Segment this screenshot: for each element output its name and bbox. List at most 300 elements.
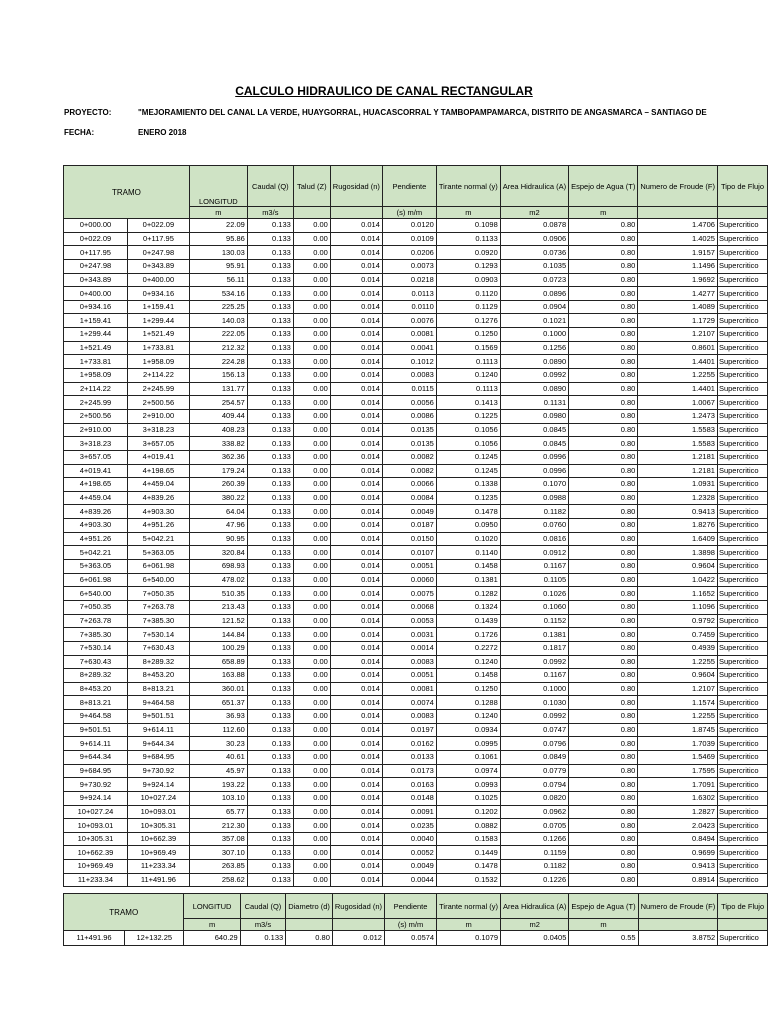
cell-tramo-end: 9+684.95 xyxy=(127,750,189,764)
cell-espejo: 0.80 xyxy=(569,355,638,369)
cell-area: 0.1167 xyxy=(500,560,568,574)
cell-caudal: 0.133 xyxy=(247,669,293,683)
cell-talud-diam: 0.00 xyxy=(293,860,330,874)
table-row xyxy=(64,464,768,478)
cell-tramo-start: 9+501.51 xyxy=(64,723,128,737)
cell-tramo-start: 9+644.34 xyxy=(64,750,128,764)
cell-talud-diam: 0.00 xyxy=(293,873,330,887)
cell-tirante: 0.1449 xyxy=(436,846,500,860)
cell-froude: 1.5583 xyxy=(638,423,718,437)
cell-tipo-flujo: Supercritico xyxy=(717,846,767,860)
header-caudal: Caudal (Q) xyxy=(247,166,293,207)
cell-caudal: 0.133 xyxy=(247,219,293,233)
cell-tramo-start: 0+343.89 xyxy=(64,273,128,287)
cell-talud-diam: 0.00 xyxy=(293,696,330,710)
cell-area: 0.0705 xyxy=(500,819,568,833)
cell-tramo-start: 11+491.96 xyxy=(64,931,125,946)
cell-caudal: 0.133 xyxy=(247,778,293,792)
cell-pendiente: 0.0574 xyxy=(384,931,436,946)
cell-froude: 1.2328 xyxy=(638,491,718,505)
table-row xyxy=(64,246,768,260)
cell-longitud: 651.37 xyxy=(189,696,247,710)
cell-espejo: 0.80 xyxy=(569,846,638,860)
cell-tramo-end: 10+969.49 xyxy=(127,846,189,860)
cell-espejo: 0.80 xyxy=(569,873,638,887)
table-row xyxy=(64,505,768,519)
cell-tramo-start: 4+459.04 xyxy=(64,491,128,505)
table-row xyxy=(64,409,768,423)
unit-caudal: m3/s xyxy=(247,207,293,219)
header-rugosidad: Rugosidad (n) xyxy=(330,166,382,207)
cell-tramo-start: 1+299.44 xyxy=(64,328,128,342)
cell-talud-diam: 0.00 xyxy=(293,423,330,437)
table-row xyxy=(64,259,768,273)
cell-pendiente: 0.0073 xyxy=(382,259,436,273)
cell-area: 0.0992 xyxy=(500,655,568,669)
cell-longitud: 130.03 xyxy=(189,246,247,260)
cell-tramo-end: 7+630.43 xyxy=(127,641,189,655)
cell-pendiente: 0.0083 xyxy=(382,369,436,383)
cell-caudal: 0.133 xyxy=(247,560,293,574)
table-row xyxy=(64,328,768,342)
cell-tramo-start: 0+000.00 xyxy=(64,219,128,233)
cell-caudal: 0.133 xyxy=(247,491,293,505)
header-tirante: Tirante normal (y) xyxy=(436,166,500,207)
cell-area: 0.0890 xyxy=(500,355,568,369)
cell-longitud: 56.11 xyxy=(189,273,247,287)
cell-froude: 0.9699 xyxy=(638,846,718,860)
cell-talud-diam: 0.00 xyxy=(293,532,330,546)
cell-longitud: 95.91 xyxy=(189,259,247,273)
cell-area: 0.1030 xyxy=(500,696,568,710)
cell-longitud: 22.09 xyxy=(189,219,247,233)
cell-froude: 1.4401 xyxy=(638,382,718,396)
cell-espejo: 0.80 xyxy=(569,860,638,874)
cell-tramo-end: 5+042.21 xyxy=(127,532,189,546)
cell-espejo: 0.80 xyxy=(569,819,638,833)
cell-pendiente: 0.0162 xyxy=(382,737,436,751)
cell-longitud: 362.36 xyxy=(189,450,247,464)
cell-longitud: 357.08 xyxy=(189,832,247,846)
cell-tirante: 0.1458 xyxy=(436,560,500,574)
cell-area: 0.0992 xyxy=(500,710,568,724)
cell-caudal: 0.133 xyxy=(247,450,293,464)
cell-pendiente: 0.0120 xyxy=(382,219,436,233)
cell-caudal: 0.133 xyxy=(247,832,293,846)
cell-tramo-start: 8+813.21 xyxy=(64,696,128,710)
cell-pendiente: 0.0109 xyxy=(382,232,436,246)
hydraulic-table-circular xyxy=(63,893,768,946)
cell-longitud: 224.28 xyxy=(189,355,247,369)
cell-pendiente: 0.0066 xyxy=(382,478,436,492)
cell-froude: 1.2473 xyxy=(638,409,718,423)
cell-tirante: 0.1245 xyxy=(436,464,500,478)
cell-espejo: 0.80 xyxy=(569,614,638,628)
cell-tipo-flujo: Supercritico xyxy=(717,287,767,301)
cell-area: 0.1026 xyxy=(500,587,568,601)
cell-area: 0.0845 xyxy=(500,423,568,437)
hydraulic-table xyxy=(63,165,768,887)
cell-longitud: 408.23 xyxy=(189,423,247,437)
table-row xyxy=(64,314,768,328)
cell-longitud: 100.29 xyxy=(189,641,247,655)
cell-tramo-end: 4+019.41 xyxy=(127,450,189,464)
unit-pendiente: (s) m/m xyxy=(382,207,436,219)
cell-longitud: 409.44 xyxy=(189,409,247,423)
cell-longitud: 45.97 xyxy=(189,764,247,778)
cell-caudal: 0.133 xyxy=(247,710,293,724)
cell-tramo-end: 2+114.22 xyxy=(127,369,189,383)
cell-espejo: 0.80 xyxy=(569,710,638,724)
cell-espejo: 0.80 xyxy=(569,382,638,396)
cell-rugosidad: 0.014 xyxy=(330,832,382,846)
table-row xyxy=(64,355,768,369)
cell-rugosidad: 0.014 xyxy=(330,737,382,751)
cell-rugosidad: 0.014 xyxy=(330,259,382,273)
cell-froude: 1.6409 xyxy=(638,532,718,546)
cell-caudal: 0.133 xyxy=(247,287,293,301)
cell-espejo: 0.80 xyxy=(569,791,638,805)
cell-talud-diam: 0.00 xyxy=(293,450,330,464)
cell-tipo-flujo: Supercritico xyxy=(717,355,767,369)
cell-froude: 1.2255 xyxy=(638,710,718,724)
cell-area: 0.1000 xyxy=(500,682,568,696)
cell-tramo-start: 10+305.31 xyxy=(64,832,128,846)
header2-longitud: LONGITUD xyxy=(184,894,240,919)
cell-area: 0.0849 xyxy=(500,750,568,764)
unit-area: m2 xyxy=(500,207,568,219)
cell-tipo-flujo: Supercritico xyxy=(717,778,767,792)
table-row xyxy=(64,232,768,246)
cell-rugosidad: 0.014 xyxy=(330,846,382,860)
cell-rugosidad: 0.014 xyxy=(330,519,382,533)
cell-espejo: 0.80 xyxy=(569,778,638,792)
table-row xyxy=(64,723,768,737)
cell-pendiente: 0.0173 xyxy=(382,764,436,778)
cell-tipo-flujo: Supercritico xyxy=(717,750,767,764)
cell-area: 0.0405 xyxy=(501,931,569,946)
cell-area: 0.0760 xyxy=(500,519,568,533)
unit-flujo xyxy=(717,207,767,219)
cell-rugosidad: 0.014 xyxy=(330,791,382,805)
cell-tirante: 0.1569 xyxy=(436,341,500,355)
cell-espejo: 0.80 xyxy=(569,669,638,683)
cell-area: 0.0816 xyxy=(500,532,568,546)
cell-rugosidad: 0.014 xyxy=(330,450,382,464)
cell-area: 0.1021 xyxy=(500,314,568,328)
cell-tramo-start: 4+903.30 xyxy=(64,519,128,533)
cell-pendiente: 0.0040 xyxy=(382,832,436,846)
cell-tramo-end: 10+662.39 xyxy=(127,832,189,846)
header-flujo: Tipo de Flujo xyxy=(717,166,767,207)
header2-diametro: Diametro (d) xyxy=(286,894,333,919)
cell-rugosidad: 0.014 xyxy=(330,710,382,724)
table-header-row xyxy=(64,166,768,207)
cell-area: 0.1060 xyxy=(500,600,568,614)
cell-rugosidad: 0.014 xyxy=(330,600,382,614)
cell-caudal: 0.133 xyxy=(247,246,293,260)
cell-tramo-end: 0+022.09 xyxy=(127,219,189,233)
cell-rugosidad: 0.014 xyxy=(330,369,382,383)
cell-tramo-end: 7+263.78 xyxy=(127,600,189,614)
cell-area: 0.1131 xyxy=(500,396,568,410)
cell-tramo-end: 1+159.41 xyxy=(127,300,189,314)
cell-rugosidad: 0.014 xyxy=(330,750,382,764)
cell-tipo-flujo: Supercritico xyxy=(717,723,767,737)
table-row xyxy=(64,696,768,710)
cell-tipo-flujo: Supercritico xyxy=(717,396,767,410)
cell-talud-diam: 0.00 xyxy=(293,805,330,819)
cell-longitud: 163.88 xyxy=(189,669,247,683)
cell-tramo-start: 7+630.43 xyxy=(64,655,128,669)
cell-longitud: 222.05 xyxy=(189,328,247,342)
cell-espejo: 0.80 xyxy=(569,491,638,505)
cell-pendiente: 0.0075 xyxy=(382,587,436,601)
cell-tirante: 0.1098 xyxy=(436,219,500,233)
cell-tramo-end: 4+839.26 xyxy=(127,491,189,505)
cell-tirante: 0.2272 xyxy=(436,641,500,655)
cell-caudal: 0.133 xyxy=(247,532,293,546)
cell-area: 0.1000 xyxy=(500,328,568,342)
header2-pendiente: Pendiente xyxy=(384,894,436,919)
cell-espejo: 0.80 xyxy=(569,328,638,342)
cell-froude: 1.1574 xyxy=(638,696,718,710)
header2-flujo: Tipo de Flujo xyxy=(718,894,768,919)
cell-tramo-start: 7+050.35 xyxy=(64,600,128,614)
table-row xyxy=(64,300,768,314)
cell-caudal: 0.133 xyxy=(247,382,293,396)
cell-caudal: 0.133 xyxy=(247,409,293,423)
unit-talud xyxy=(293,207,330,219)
cell-longitud: 131.77 xyxy=(189,382,247,396)
cell-froude: 0.9792 xyxy=(638,614,718,628)
cell-tipo-flujo: Supercritico xyxy=(717,737,767,751)
cell-pendiente: 0.0044 xyxy=(382,873,436,887)
cell-tirante: 0.1478 xyxy=(436,860,500,874)
cell-tipo-flujo: Supercritico xyxy=(717,805,767,819)
cell-rugosidad: 0.014 xyxy=(330,355,382,369)
cell-area: 0.1152 xyxy=(500,614,568,628)
cell-tramo-end: 3+318.23 xyxy=(127,423,189,437)
cell-longitud: 156.13 xyxy=(189,369,247,383)
cell-pendiente: 0.0218 xyxy=(382,273,436,287)
project-value: "MEJORAMIENTO DEL CANAL LA VERDE, HUAYGORRAL, HUACASCORRAL Y TAMBOPAMPAMARCA, DISTRITO DE ANGASMARCA – SANTIAGO DE xyxy=(138,108,707,117)
cell-talud-diam: 0.00 xyxy=(293,505,330,519)
cell-tipo-flujo: Supercritico xyxy=(717,819,767,833)
cell-tipo-flujo: Supercritico xyxy=(717,791,767,805)
cell-rugosidad: 0.012 xyxy=(332,931,384,946)
table-row xyxy=(64,641,768,655)
cell-pendiente: 0.0133 xyxy=(382,750,436,764)
cell-talud-diam: 0.00 xyxy=(293,287,330,301)
table-row xyxy=(64,931,768,946)
cell-pendiente: 0.0049 xyxy=(382,505,436,519)
table-row xyxy=(64,491,768,505)
cell-rugosidad: 0.014 xyxy=(330,437,382,451)
cell-froude: 0.8601 xyxy=(638,341,718,355)
cell-longitud: 698.93 xyxy=(189,560,247,574)
cell-pendiente: 0.0091 xyxy=(382,805,436,819)
cell-tramo-start: 0+400.00 xyxy=(64,287,128,301)
cell-tramo-end: 9+464.58 xyxy=(127,696,189,710)
cell-caudal: 0.133 xyxy=(247,860,293,874)
cell-talud-diam: 0.00 xyxy=(293,437,330,451)
cell-rugosidad: 0.014 xyxy=(330,423,382,437)
cell-pendiente: 0.0041 xyxy=(382,341,436,355)
cell-tramo-start: 3+318.23 xyxy=(64,437,128,451)
table-row xyxy=(64,396,768,410)
cell-tramo-start: 9+684.95 xyxy=(64,764,128,778)
cell-longitud: 263.85 xyxy=(189,860,247,874)
cell-area: 0.0820 xyxy=(500,791,568,805)
cell-rugosidad: 0.014 xyxy=(330,655,382,669)
cell-froude: 2.0423 xyxy=(638,819,718,833)
cell-longitud: 380.22 xyxy=(189,491,247,505)
cell-tramo-start: 11+233.34 xyxy=(64,873,128,887)
cell-rugosidad: 0.014 xyxy=(330,478,382,492)
cell-tramo-start: 1+733.81 xyxy=(64,355,128,369)
cell-tipo-flujo: Supercritico xyxy=(717,860,767,874)
cell-tipo-flujo: Supercritico xyxy=(717,710,767,724)
cell-pendiente: 0.0081 xyxy=(382,328,436,342)
cell-rugosidad: 0.014 xyxy=(330,614,382,628)
cell-tramo-end: 1+958.09 xyxy=(127,355,189,369)
cell-rugosidad: 0.014 xyxy=(330,696,382,710)
cell-pendiente: 0.0076 xyxy=(382,314,436,328)
cell-tramo-end: 2+910.00 xyxy=(127,409,189,423)
unit-tirante: m xyxy=(436,207,500,219)
cell-tramo-end: 12+132.25 xyxy=(125,931,184,946)
cell-talud-diam: 0.00 xyxy=(293,560,330,574)
cell-espejo: 0.80 xyxy=(569,805,638,819)
unit2-diametro xyxy=(286,919,333,931)
cell-area: 0.1226 xyxy=(500,873,568,887)
cell-tipo-flujo: Supercritico xyxy=(717,314,767,328)
cell-caudal: 0.133 xyxy=(247,805,293,819)
unit2-longitud: m xyxy=(184,919,240,931)
cell-espejo: 0.80 xyxy=(569,573,638,587)
cell-longitud: 212.30 xyxy=(189,819,247,833)
unit2-pendiente: (s) m/m xyxy=(384,919,436,931)
cell-tramo-start: 4+019.41 xyxy=(64,464,128,478)
cell-pendiente: 0.0083 xyxy=(382,710,436,724)
cell-area: 0.0992 xyxy=(500,369,568,383)
cell-tirante: 0.1478 xyxy=(436,505,500,519)
cell-talud-diam: 0.00 xyxy=(293,587,330,601)
cell-espejo: 0.80 xyxy=(569,737,638,751)
cell-tirante: 0.0903 xyxy=(436,273,500,287)
cell-tramo-start: 9+730.92 xyxy=(64,778,128,792)
cell-pendiente: 0.0084 xyxy=(382,491,436,505)
cell-tramo-end: 8+813.21 xyxy=(127,682,189,696)
cell-caudal: 0.133 xyxy=(247,628,293,642)
table-row xyxy=(64,682,768,696)
cell-caudal: 0.133 xyxy=(247,423,293,437)
cell-pendiente: 0.0163 xyxy=(382,778,436,792)
cell-caudal: 0.133 xyxy=(247,655,293,669)
cell-tipo-flujo: Supercritico xyxy=(717,259,767,273)
cell-froude: 1.2107 xyxy=(638,682,718,696)
cell-area: 0.1159 xyxy=(500,846,568,860)
cell-pendiente: 0.1012 xyxy=(382,355,436,369)
cell-tipo-flujo: Supercritico xyxy=(717,369,767,383)
cell-froude: 1.2107 xyxy=(638,328,718,342)
cell-froude: 1.1652 xyxy=(638,587,718,601)
cell-longitud: 140.03 xyxy=(189,314,247,328)
cell-tirante: 0.1079 xyxy=(437,931,501,946)
cell-tipo-flujo: Supercritico xyxy=(717,628,767,642)
table-row xyxy=(64,423,768,437)
cell-espejo: 0.80 xyxy=(569,696,638,710)
cell-froude: 1.0931 xyxy=(638,478,718,492)
cell-tirante: 0.0974 xyxy=(436,764,500,778)
table-row xyxy=(64,737,768,751)
cell-longitud: 478.02 xyxy=(189,573,247,587)
cell-caudal: 0.133 xyxy=(247,505,293,519)
cell-tirante: 0.1250 xyxy=(436,682,500,696)
cell-rugosidad: 0.014 xyxy=(330,491,382,505)
cell-froude: 1.7091 xyxy=(638,778,718,792)
cell-froude: 1.4089 xyxy=(638,300,718,314)
cell-talud-diam: 0.00 xyxy=(293,791,330,805)
cell-pendiente: 0.0206 xyxy=(382,246,436,260)
cell-tramo-end: 9+614.11 xyxy=(127,723,189,737)
cell-froude: 1.6302 xyxy=(638,791,718,805)
cell-talud-diam: 0.00 xyxy=(293,355,330,369)
cell-talud-diam: 0.00 xyxy=(293,846,330,860)
cell-tirante: 0.0993 xyxy=(436,778,500,792)
cell-tramo-start: 4+951.26 xyxy=(64,532,128,546)
cell-froude: 1.7039 xyxy=(638,737,718,751)
cell-tramo-start: 7+530.14 xyxy=(64,641,128,655)
cell-tramo-start: 2+114.22 xyxy=(64,382,128,396)
sheet-title: CALCULO HIDRAULICO DE CANAL RECTANGULAR xyxy=(235,84,533,98)
cell-longitud: 225.25 xyxy=(189,300,247,314)
cell-tramo-end: 11+491.96 xyxy=(127,873,189,887)
header-pendiente: Pendiente xyxy=(382,166,436,207)
cell-tirante: 0.1726 xyxy=(436,628,500,642)
cell-longitud: 258.62 xyxy=(189,873,247,887)
cell-tipo-flujo: Supercritico xyxy=(717,696,767,710)
cell-caudal: 0.133 xyxy=(247,614,293,628)
cell-longitud: 103.10 xyxy=(189,791,247,805)
cell-tramo-start: 7+385.30 xyxy=(64,628,128,642)
cell-tirante: 0.1583 xyxy=(436,832,500,846)
cell-caudal: 0.133 xyxy=(247,437,293,451)
cell-tramo-start: 8+289.32 xyxy=(64,669,128,683)
cell-tipo-flujo: Supercritico xyxy=(717,491,767,505)
cell-tramo-start: 7+263.78 xyxy=(64,614,128,628)
cell-longitud: 64.04 xyxy=(189,505,247,519)
cell-pendiente: 0.0135 xyxy=(382,423,436,437)
cell-pendiente: 0.0197 xyxy=(382,723,436,737)
cell-espejo: 0.80 xyxy=(569,478,638,492)
cell-espejo: 0.80 xyxy=(569,300,638,314)
table-row xyxy=(64,873,768,887)
cell-tipo-flujo: Supercritico xyxy=(717,273,767,287)
cell-pendiente: 0.0081 xyxy=(382,682,436,696)
cell-froude: 1.4401 xyxy=(638,355,718,369)
table-row xyxy=(64,860,768,874)
table-row xyxy=(64,791,768,805)
cell-tramo-end: 11+233.34 xyxy=(127,860,189,874)
cell-area: 0.0988 xyxy=(500,491,568,505)
header-espejo: Espejo de Agua (T) xyxy=(569,166,638,207)
cell-tramo-end: 7+385.30 xyxy=(127,614,189,628)
cell-rugosidad: 0.014 xyxy=(330,546,382,560)
cell-tipo-flujo: Supercritico xyxy=(717,873,767,887)
cell-espejo: 0.80 xyxy=(569,369,638,383)
